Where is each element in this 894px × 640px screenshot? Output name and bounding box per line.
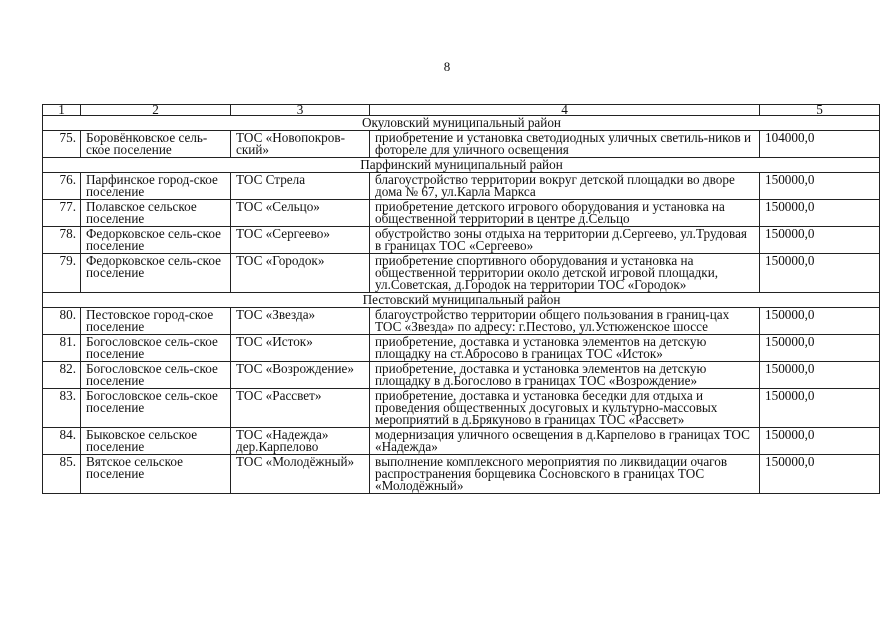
tos-cell: ТОС «Городок» [231, 254, 370, 293]
amount-cell: 150000,0 [760, 227, 880, 254]
page-number: 8 [443, 59, 451, 74]
work-description-cell: приобретение спортивного оборудования и установка на общественной территории около детской игровой площадки, ул.Советская, д.Городок на территории ТОС «Городок» [370, 254, 760, 293]
table-row [43, 335, 880, 362]
tos-cell: ТОС «Сельцо» [231, 200, 370, 227]
row-number: 81. [43, 335, 81, 362]
settlement-cell: Быковское сельское поселение [81, 428, 231, 455]
work-description-cell: приобретение, доставка и установка беседки для отдыха и проведения общественных досуговых и культурно-массовых мероприятий в д.Брякуново в границах ТОС «Рассвет» [370, 389, 760, 428]
settlement-cell: Федорковское сель-ское поселение [81, 227, 231, 254]
settlements-table [42, 104, 880, 494]
column-header: 3 [231, 105, 370, 116]
region-heading: Пестовский муниципальный район [43, 293, 880, 308]
amount-cell: 150000,0 [760, 362, 880, 389]
amount-cell: 150000,0 [760, 254, 880, 293]
table-row [43, 455, 880, 494]
settlement-cell: Богословское сель-ское поселение [81, 389, 231, 428]
tos-cell: ТОС «Новопокров-ский» [231, 131, 370, 158]
table-row [43, 308, 880, 335]
settlement-cell: Богословское сель-ское поселение [81, 335, 231, 362]
column-number-row [43, 105, 880, 116]
settlement-cell: Вятское сельское поселение [81, 455, 231, 494]
work-description-cell: модернизация уличного освещения в д.Карпелово в границах ТОС «Надежда» [370, 428, 760, 455]
column-header: 5 [760, 105, 880, 116]
amount-cell: 150000,0 [760, 308, 880, 335]
amount-cell: 150000,0 [760, 428, 880, 455]
table-row [43, 173, 880, 200]
row-number: 85. [43, 455, 81, 494]
work-description-cell: приобретение детского игрового оборудования и установка на общественной территории в центре д.Сельцо [370, 200, 760, 227]
amount-cell: 150000,0 [760, 455, 880, 494]
work-description-cell: приобретение, доставка и установка элементов на детскую площадку на ст.Абросово в границах ТОС «Исток» [370, 335, 760, 362]
column-header: 4 [370, 105, 760, 116]
work-description-cell: благоустройство территории общего пользования в границ-цах ТОС «Звезда» по адресу: г.Пестово, ул.Устюженское шоссе [370, 308, 760, 335]
table-row [43, 362, 880, 389]
column-header: 2 [81, 105, 231, 116]
row-number: 83. [43, 389, 81, 428]
row-number: 77. [43, 200, 81, 227]
row-number: 78. [43, 227, 81, 254]
row-number: 82. [43, 362, 81, 389]
region-row [43, 158, 880, 173]
table-row [43, 131, 880, 158]
table-row [43, 389, 880, 428]
table-row [43, 254, 880, 293]
region-row [43, 293, 880, 308]
row-number: 76. [43, 173, 81, 200]
tos-cell: ТОС «Надежда» дер.Карпелово [231, 428, 370, 455]
settlement-cell: Федорковское сель-ское поселение [81, 254, 231, 293]
work-description-cell: приобретение, доставка и установка элементов на детскую площадку в д.Богослово в границах ТОС «Возрождение» [370, 362, 760, 389]
amount-cell: 104000,0 [760, 131, 880, 158]
work-description-cell: приобретение и установка светодиодных уличных светиль-ников и фотореле для уличного освещения [370, 131, 760, 158]
column-header: 1 [43, 105, 81, 116]
table-body [43, 116, 880, 494]
work-description-cell: обустройство зоны отдыха на территории д.Сергеево, ул.Трудовая в границах ТОС «Сергеево» [370, 227, 760, 254]
settlement-cell: Парфинское город-ское поселение [81, 173, 231, 200]
table-row [43, 227, 880, 254]
tos-cell: ТОС «Рассвет» [231, 389, 370, 428]
amount-cell: 150000,0 [760, 200, 880, 227]
row-number: 84. [43, 428, 81, 455]
region-heading: Окуловский муниципальный район [43, 116, 880, 131]
tos-cell: ТОС «Возрождение» [231, 362, 370, 389]
tos-cell: ТОС Стрела [231, 173, 370, 200]
tos-cell: ТОС «Звезда» [231, 308, 370, 335]
amount-cell: 150000,0 [760, 335, 880, 362]
settlement-cell: Боровёнковское сель-ское поселение [81, 131, 231, 158]
settlement-cell: Богословское сель-ское поселение [81, 362, 231, 389]
tos-cell: ТОС «Сергеево» [231, 227, 370, 254]
row-number: 80. [43, 308, 81, 335]
table-row [43, 428, 880, 455]
row-number: 79. [43, 254, 81, 293]
work-description-cell: выполнение комплексного мероприятия по ликвидации очагов распространения борщевика Сосновского в границах ТОС «Молодёжный» [370, 455, 760, 494]
region-heading: Парфинский муниципальный район [43, 158, 880, 173]
row-number: 75. [43, 131, 81, 158]
amount-cell: 150000,0 [760, 173, 880, 200]
table-header [43, 105, 880, 116]
work-description-cell: благоустройство территории вокруг детской площадки во дворе дома № 67, ул.Карла Маркса [370, 173, 760, 200]
amount-cell: 150000,0 [760, 389, 880, 428]
settlement-cell: Полавское сельское поселение [81, 200, 231, 227]
table-row [43, 200, 880, 227]
tos-cell: ТОС «Исток» [231, 335, 370, 362]
region-row [43, 116, 880, 131]
tos-cell: ТОС «Молодёжный» [231, 455, 370, 494]
settlement-cell: Пестовское город-ское поселение [81, 308, 231, 335]
